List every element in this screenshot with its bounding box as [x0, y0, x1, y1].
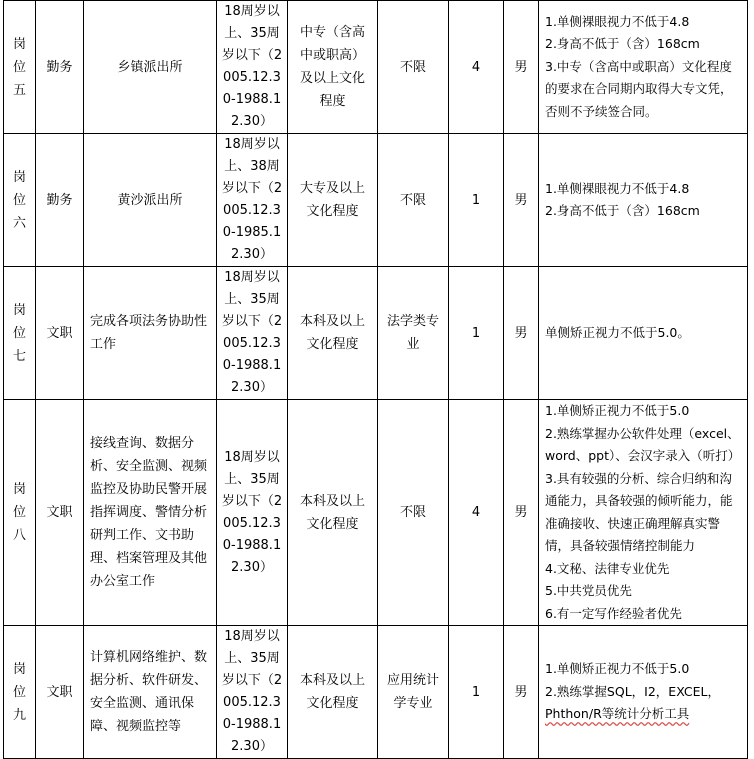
requirement-line: 否则不予续签合同。	[545, 103, 658, 119]
task-cell: 计算机网络维护、数据分析、软件研发、安全监测、通讯保障、视频监控等	[84, 626, 217, 759]
requirements-cell	[539, 1, 748, 134]
requirement-line: 3.具有较强的分析、综合归纳和沟	[545, 470, 732, 486]
gender-cell: 男	[504, 626, 539, 759]
category-cell: 文职	[36, 400, 84, 626]
gender-cell: 男	[504, 134, 539, 267]
post-cell: 岗位五	[4, 1, 36, 134]
education-cell: 本科及以上文化程度	[288, 267, 378, 400]
requirement-line: 1.单侧裸眼视力不低于4.8	[545, 13, 690, 29]
requirement-line: 通能力，具备较强的倾听能力，能	[545, 493, 733, 508]
requirement-line: 2.身高不低于（含）168cm	[545, 203, 700, 218]
requirement-line: 1.单侧裸眼视力不低于4.8	[545, 180, 690, 196]
count-cell: 4	[449, 1, 504, 134]
major-cell: 应用统计学专业	[378, 626, 449, 759]
requirements-cell	[539, 626, 748, 759]
requirement-line-text: Phthon/R等统计分析工具	[545, 706, 690, 722]
age-cell: 18周岁以上、35周岁以下（2005.12.30-1988.12.30）	[217, 400, 288, 626]
education-cell: 本科及以上文化程度	[288, 400, 378, 626]
post-cell: 岗位九	[4, 626, 36, 759]
requirement-line: 6.有一定写作经验者优先	[545, 605, 682, 621]
major-cell: 不限	[378, 134, 449, 267]
major-cell: 不限	[378, 400, 449, 626]
education-cell: 本科及以上文化程度	[288, 626, 378, 759]
requirement-line: 4.文秘、法律专业优先	[545, 560, 670, 576]
age-cell: 18周岁以上、35周岁以下（2005.12.30-1988.12.30）	[217, 1, 288, 134]
requirements-cell	[539, 134, 748, 267]
requirement-line: 1.单侧矫正视力不低于5.0	[545, 403, 690, 418]
table-row	[4, 400, 748, 626]
gender-cell: 男	[504, 1, 539, 134]
major-cell: 不限	[378, 1, 449, 134]
requirement-line: word、ppt）、会汉字录入（听打）	[545, 448, 741, 463]
gender-cell: 男	[504, 400, 539, 626]
task-cell: 接线查询、数据分析、安全监测、视频监控及协助民警开展指挥调度、警情分析研判工作、文书助理、档案管理及其他办公室工作	[84, 400, 217, 626]
count-cell: 4	[449, 400, 504, 626]
category-cell: 勤务	[36, 134, 84, 267]
task-cell: 黄沙派出所	[84, 134, 217, 267]
category-cell: 勤务	[36, 1, 84, 134]
requirement-line: 情，具备较强情绪控制能力	[545, 538, 696, 553]
category-cell: 文职	[36, 626, 84, 759]
requirements-cell	[539, 267, 748, 400]
post-cell: 岗位六	[4, 134, 36, 267]
table-row	[4, 1, 748, 134]
age-cell: 18周岁以上、35周岁以下（2005.12.30-1988.12.30）	[217, 626, 288, 759]
post-cell: 岗位八	[4, 400, 36, 626]
count-cell: 1	[449, 267, 504, 400]
age-cell: 18周岁以上、35周岁以下（2005.12.30-1988.12.30）	[217, 267, 288, 400]
major-cell: 法学类专业	[378, 267, 449, 400]
category-cell: 文职	[36, 267, 84, 400]
table-row	[4, 267, 748, 400]
requirement-line: 2.身高不低于（含）168cm	[545, 36, 700, 52]
requirement-line: 3.中专（含高中或职高）文化程度	[545, 58, 732, 74]
requirement-line: 2.熟练掌握办公软件处理（excel、	[545, 425, 740, 441]
post-cell: 岗位七	[4, 267, 36, 400]
requirement-line: 5.中共党员优先	[545, 583, 632, 598]
recruitment-table	[3, 0, 748, 759]
gender-cell: 男	[504, 267, 539, 400]
requirement-line: 1.单侧矫正视力不低于5.0	[545, 661, 690, 677]
count-cell: 1	[449, 626, 504, 759]
table-row	[4, 626, 748, 759]
requirement-line: 2.熟练掌握SQL，I2，EXCEL，	[545, 683, 720, 699]
requirement-line: 的要求在合同期内取得大专文凭，	[545, 81, 733, 97]
education-cell: 中专（含高中或职高）及以上文化程度	[288, 1, 378, 134]
table-row	[4, 134, 748, 267]
requirement-line: 准确接收、快速正确理解真实警	[545, 515, 721, 531]
task-cell: 乡镇派出所	[84, 1, 217, 134]
requirements-cell	[539, 400, 748, 626]
education-cell: 大专及以上文化程度	[288, 134, 378, 267]
requirement-line: 单侧矫正视力不低于5.0。	[545, 324, 690, 340]
task-cell: 完成各项法务协助性工作	[84, 267, 217, 400]
requirement-line	[545, 703, 741, 726]
count-cell: 1	[449, 134, 504, 267]
age-cell: 18周岁以上、38周岁以下（2005.12.30-1985.12.30）	[217, 134, 288, 267]
